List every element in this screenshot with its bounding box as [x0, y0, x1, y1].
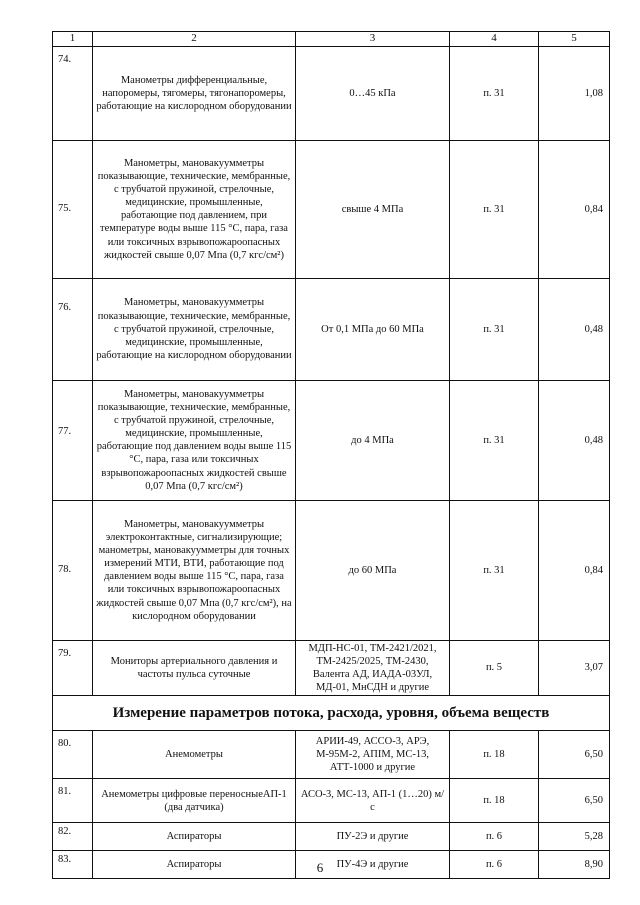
table-row — [53, 779, 610, 823]
row-number: 76. — [53, 278, 93, 380]
row-range: МДП-НС-01, ТМ-2421/2021, ТМ-2425/2025, ТМ-2430, Валента АД, ИАДА-03УЛ, МД-01, МнСДН и другие — [296, 640, 450, 696]
row-value: 1,08 — [539, 46, 610, 140]
row-reference: п. 31 — [450, 140, 539, 278]
row-range: ПУ-2Э и другие — [296, 823, 450, 851]
table-row — [53, 380, 610, 500]
row-number: 77. — [53, 380, 93, 500]
row-number: 83. — [53, 851, 93, 879]
table-row — [53, 640, 610, 696]
row-description: Мониторы артериального давления и частоты пульса суточные — [93, 640, 296, 696]
section-row — [53, 696, 610, 731]
row-value: 0,84 — [539, 140, 610, 278]
row-number: 74. — [53, 46, 93, 140]
row-reference: п. 18 — [450, 731, 539, 779]
row-reference: п. 31 — [450, 46, 539, 140]
page-number: 6 — [316, 860, 324, 875]
row-description: Анемометры — [93, 731, 296, 779]
section-title: Измерение параметров потока, расхода, уровня, объема веществ — [53, 696, 610, 731]
table-row — [53, 140, 610, 278]
header-cell: 2 — [93, 32, 296, 47]
row-description: Аспираторы — [93, 823, 296, 851]
header-cell: 4 — [450, 32, 539, 47]
row-reference: п. 31 — [450, 278, 539, 380]
row-description: Манометры дифференциальные, напоромеры, тягомеры, тягонапоромеры, работающие на кислородном оборудовании — [93, 46, 296, 140]
row-description: Анемометры цифровые переносныеАП-1 (два датчика) — [93, 779, 296, 823]
row-description: Манометры, мановакуумметры электроконтактные, сигнализирующие; манометры, мановакуумметры для точных измерений МТИ, ВТИ, работающие под давлением воды выше 115 °С, пара, газа или токсичных взрывопожароопасных жидкостей свыше 0,07 Мпа (0,7 кгс/см²), на кислородном оборудовании — [93, 500, 296, 640]
row-description: Манометры, мановакуумметры показывающие, технические, мембранные, с трубчатой пружиной, стрелочные, медицинские, промышленные, работающие на кислородном оборудовании — [93, 278, 296, 380]
row-range: АРИИ-49, АССО-3, АРЭ, М-95М-2, АПІМ, МС-13, АТТ-1000 и другие — [296, 731, 450, 779]
row-description: Аспираторы — [93, 851, 296, 879]
row-number: 79. — [53, 640, 93, 696]
table-row — [53, 823, 610, 851]
header-cell: 5 — [539, 32, 610, 47]
row-value: 5,28 — [539, 823, 610, 851]
header-cell: 3 — [296, 32, 450, 47]
price-table — [52, 31, 610, 879]
row-range: ПУ-4Э и другие — [296, 851, 450, 879]
row-reference: п. 5 — [450, 640, 539, 696]
header-row — [53, 32, 610, 47]
row-value: 3,07 — [539, 640, 610, 696]
row-range: свыше 4 МПа — [296, 140, 450, 278]
header-cell: 1 — [53, 32, 93, 47]
row-reference: п. 6 — [450, 823, 539, 851]
row-range: до 60 МПа — [296, 500, 450, 640]
row-reference: п. 31 — [450, 380, 539, 500]
row-description: Манометры, мановакуумметры показывающие, технические, мембранные, с трубчатой пружиной, стрелочные, медицинские, промышленные, работающие под давлением, при температуре воды выше 115 °С, пара, газа или токсичных взрывопожароопасных жидкостей свыше 0,07 Мпа (0,7 кгс/см²) — [93, 140, 296, 278]
table-row — [53, 731, 610, 779]
row-value: 6,50 — [539, 731, 610, 779]
row-value: 6,50 — [539, 779, 610, 823]
row-number: 80. — [53, 731, 93, 779]
row-number: 81. — [53, 779, 93, 823]
row-number: 75. — [53, 140, 93, 278]
row-reference: п. 31 — [450, 500, 539, 640]
row-range: От 0,1 МПа до 60 МПа — [296, 278, 450, 380]
table-row — [53, 278, 610, 380]
row-description: Манометры, мановакуумметры показывающие, технические, мембранные, с трубчатой пружиной, стрелочные, медицинские, промышленные, работающие под давлением воды выше 115 °С, пара, газа или токсичных взрывопожароопасных жидкостей свыше 0,07 Мпа (0,7 кгс/см²) — [93, 380, 296, 500]
row-number: 78. — [53, 500, 93, 640]
row-value: 8,90 — [539, 851, 610, 879]
row-value: 0,48 — [539, 278, 610, 380]
row-value: 0,48 — [539, 380, 610, 500]
row-value: 0,84 — [539, 500, 610, 640]
row-reference: п. 18 — [450, 779, 539, 823]
table-row — [53, 46, 610, 140]
row-range: до 4 МПа — [296, 380, 450, 500]
table-row — [53, 500, 610, 640]
row-number: 82. — [53, 823, 93, 851]
row-range: АСО-3, МС-13, АП-1 (1…20) м/с — [296, 779, 450, 823]
row-reference: п. 6 — [450, 851, 539, 879]
row-range: 0…45 кПа — [296, 46, 450, 140]
